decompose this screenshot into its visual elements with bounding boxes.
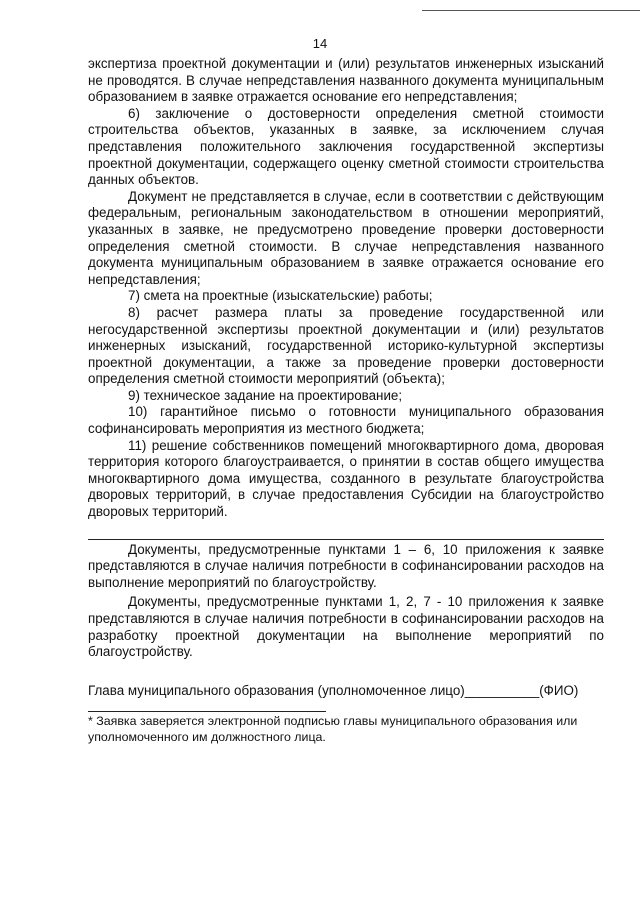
paragraph-exception: Документ не представляется в случае, если в соответствии с действующим федеральным, региональным законодательством в отношении мероприятий, указанных в заявке, не предусмотрено проведение проверки достоверности определения сметной стоимости. В случае непредставления названного документа муниципальным образованием в заявке отражается основание его непредставления; xyxy=(88,188,604,287)
section-separator xyxy=(88,539,604,540)
note-paragraph-1: Документы, предусмотренные пунктами 1 – 6, 10 приложения к заявке представляются в случае наличия потребности в софинансировании расходов на выполнение мероприятий по благоустройству. xyxy=(88,541,604,590)
notes-section xyxy=(88,542,604,661)
list-item-10: 10) гарантийное письмо о готовности муниципального образования софинансировать мероприятия из местного бюджета; xyxy=(88,404,604,437)
list-item-8: 8) расчет размера платы за проведение государственной или негосударственной экспертизы проектной документации и (или) результатов инженерных изысканий, государственной историко-культурной экспертизы проектной документации, а также за проведение проверки достоверности определения сметной стоимости мероприятий (объекта); xyxy=(88,304,604,387)
list-item-6: 6) заключение о достоверности определения сметной стоимости строительства объектов, указанных в заявке, за исключением случая представления положительного заключения государственной экспертизы проектной документации, содержащего оценку сметной стоимости строительства данных объектов. xyxy=(88,105,604,188)
list-item-11: 11) решение собственников помещений многоквартирного дома, дворовая территория которого благоустраивается, о принятии в состав общего имущества многоквартирного дома имущества, созданного в результате благоустройства дворовых территорий, в случае предоставления Субсидии на благоустройство дворовых территорий. xyxy=(88,437,604,520)
paragraph-continuation: экспертиза проектной документации и (или) результатов инженерных изысканий не проводятся. В случае непредставления названного документа муниципальным образованием в заявке отражается основание его непредставления; xyxy=(88,56,604,105)
document-body xyxy=(88,56,604,699)
page-number: 14 xyxy=(312,36,328,51)
list-item-7: 7) смета на проектные (изыскательские) работы; xyxy=(128,288,433,304)
signature-line: Глава муниципального образования (уполномоченное лицо)__________(ФИО) xyxy=(88,682,579,698)
top-border-line xyxy=(422,10,640,11)
footnote: * Заявка заверяется электронной подписью главы муниципального образования или уполномоченного им должностного лица. xyxy=(88,714,578,744)
note-paragraph-2: Документы, предусмотренные пунктами 1, 2, 7 - 10 приложения к заявке представляются в случае наличия потребности в софинансировании расходов на разработку проектной документации на выполнение мероприятий по благоустройству. xyxy=(88,594,604,660)
list-item-9: 9) техническое задание на проектирование; xyxy=(128,387,403,403)
footnote-separator xyxy=(88,711,326,712)
